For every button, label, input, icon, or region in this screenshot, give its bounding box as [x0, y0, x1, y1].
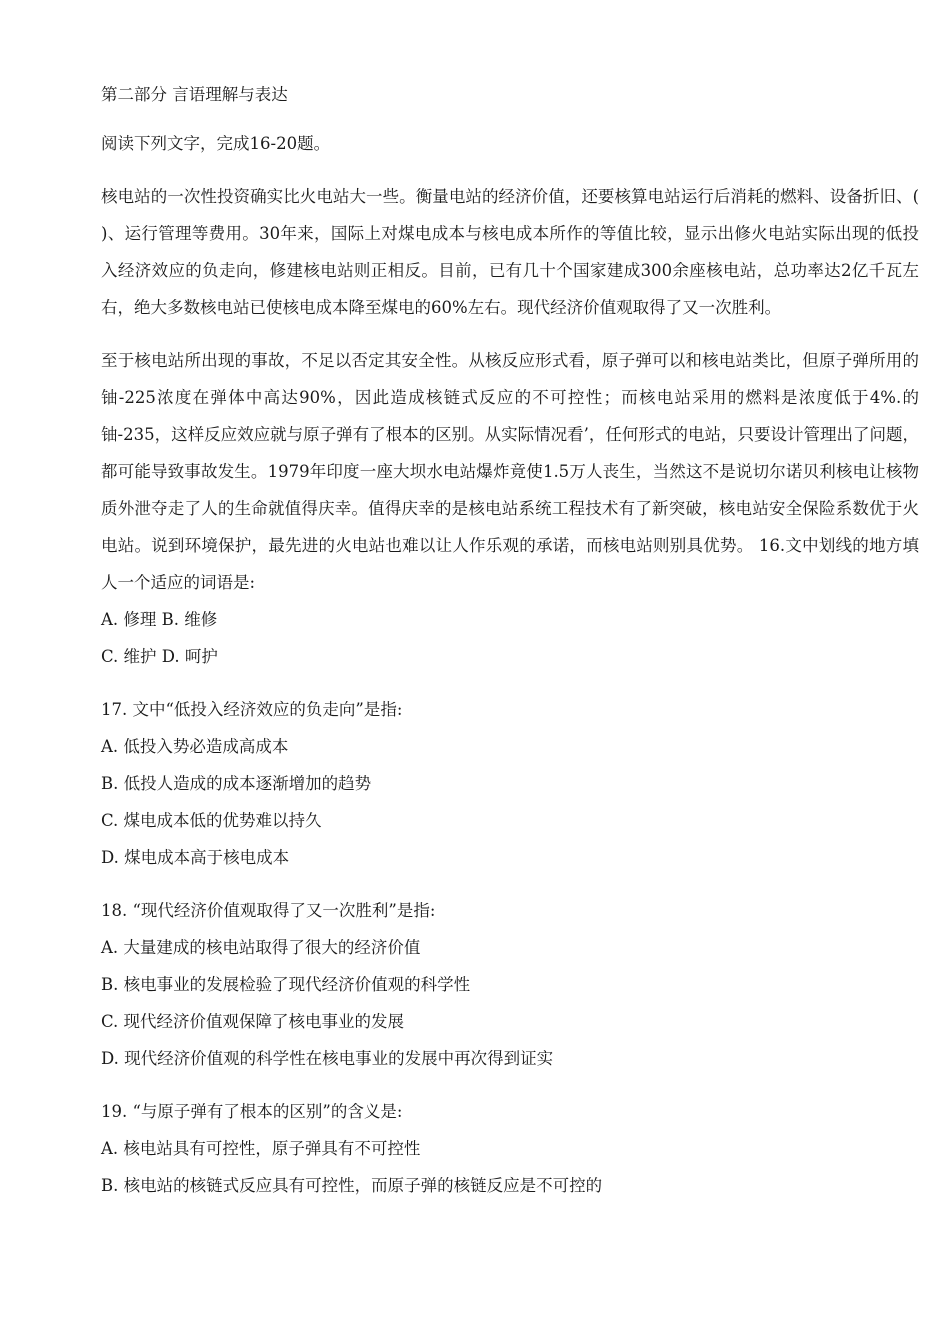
- q17-option-d: D. 煤电成本高于核电成本: [101, 848, 290, 867]
- q16-options-row-2: C. 维护 D. 呵护: [101, 647, 218, 666]
- section-title: 第二部分 言语理解与表达: [101, 85, 288, 104]
- q19-option-a: A. 核电站具有可控性，原子弹具有不可控性: [101, 1139, 421, 1158]
- q19-stem: 19. “与原子弹有了根本的区别”的含义是:: [101, 1102, 403, 1121]
- instruction-text: 阅读下列文字，完成16-20题。: [101, 134, 331, 153]
- q18-option-c: C. 现代经济价值观保障了核电事业的发展: [101, 1012, 405, 1031]
- q18-option-a: A. 大量建成的核电站取得了很大的经济价值: [101, 938, 421, 957]
- q18-option-b: B. 核电事业的发展检验了现代经济价值观的科学性: [101, 975, 471, 994]
- q17-stem: 17. 文中“低投入经济效应的负走向”是指:: [101, 700, 403, 719]
- q17-option-b: B. 低投人造成的成本逐渐增加的趋势: [101, 774, 372, 793]
- q17-option-c: C. 煤电成本低的优势难以持久: [101, 811, 322, 830]
- q17-option-a: A. 低投入势必造成高成本: [101, 737, 289, 756]
- document-page: [101, 76, 919, 1204]
- q16-options-row-1: A. 修理 B. 维修: [101, 610, 218, 629]
- passage-paragraph-1: 核电站的一次性投资确实比火电站大一些。衡量电站的经济价值，还要核算电站运行后消耗的燃料、设备折旧、( )、运行管理等费用。30年来，国际上对煤电成本与核电成本所作的等值比较，显示出修火电站实际出现的低投入经济效应的负走向，修建核电站则正相反。目前，已有几十个国家建成300余座核电站，总功率达2亿千瓦左右，绝大多数核电站已使核电成本降至煤电的60%左右。现代经济价值观取得了又一次胜利。: [101, 187, 919, 317]
- passage-paragraph-2: 至于核电站所出现的事故，不足以否定其安全性。从核反应形式看，原子弹可以和核电站类比，但原子弹所用的铀-225浓度在弹体中高达90%，因此造成核链式反应的不可控性；而核电站采用的燃料是浓度低于4%.的铀-235，这样反应效应就与原子弹有了根本的区别。从实际情况看’，任何形式的电站，只要设计管理出了问题，都可能导致事故发生。1979年印度一座大坝水电站爆炸竟使1.5万人丧生，当然这不是说切尔诺贝利核电让核物质外泄夺走了人的生命就值得庆幸。值得庆幸的是核电站系统工程技术有了新突破，核电站安全保险系数优于火电站。说到环境保护，最先进的火电站也难以让人作乐观的承诺，而核电站则别具优势。 16.文中划线的地方填人一个适应的词语是:: [101, 351, 919, 592]
- q19-option-b: B. 核电站的核链式反应具有可控性，而原子弹的核链反应是不可控的: [101, 1176, 603, 1195]
- q18-stem: 18. “现代经济价值观取得了又一次胜利”是指:: [101, 901, 436, 920]
- q18-option-d: D. 现代经济价值观的科学性在核电事业的发展中再次得到证实: [101, 1049, 554, 1068]
